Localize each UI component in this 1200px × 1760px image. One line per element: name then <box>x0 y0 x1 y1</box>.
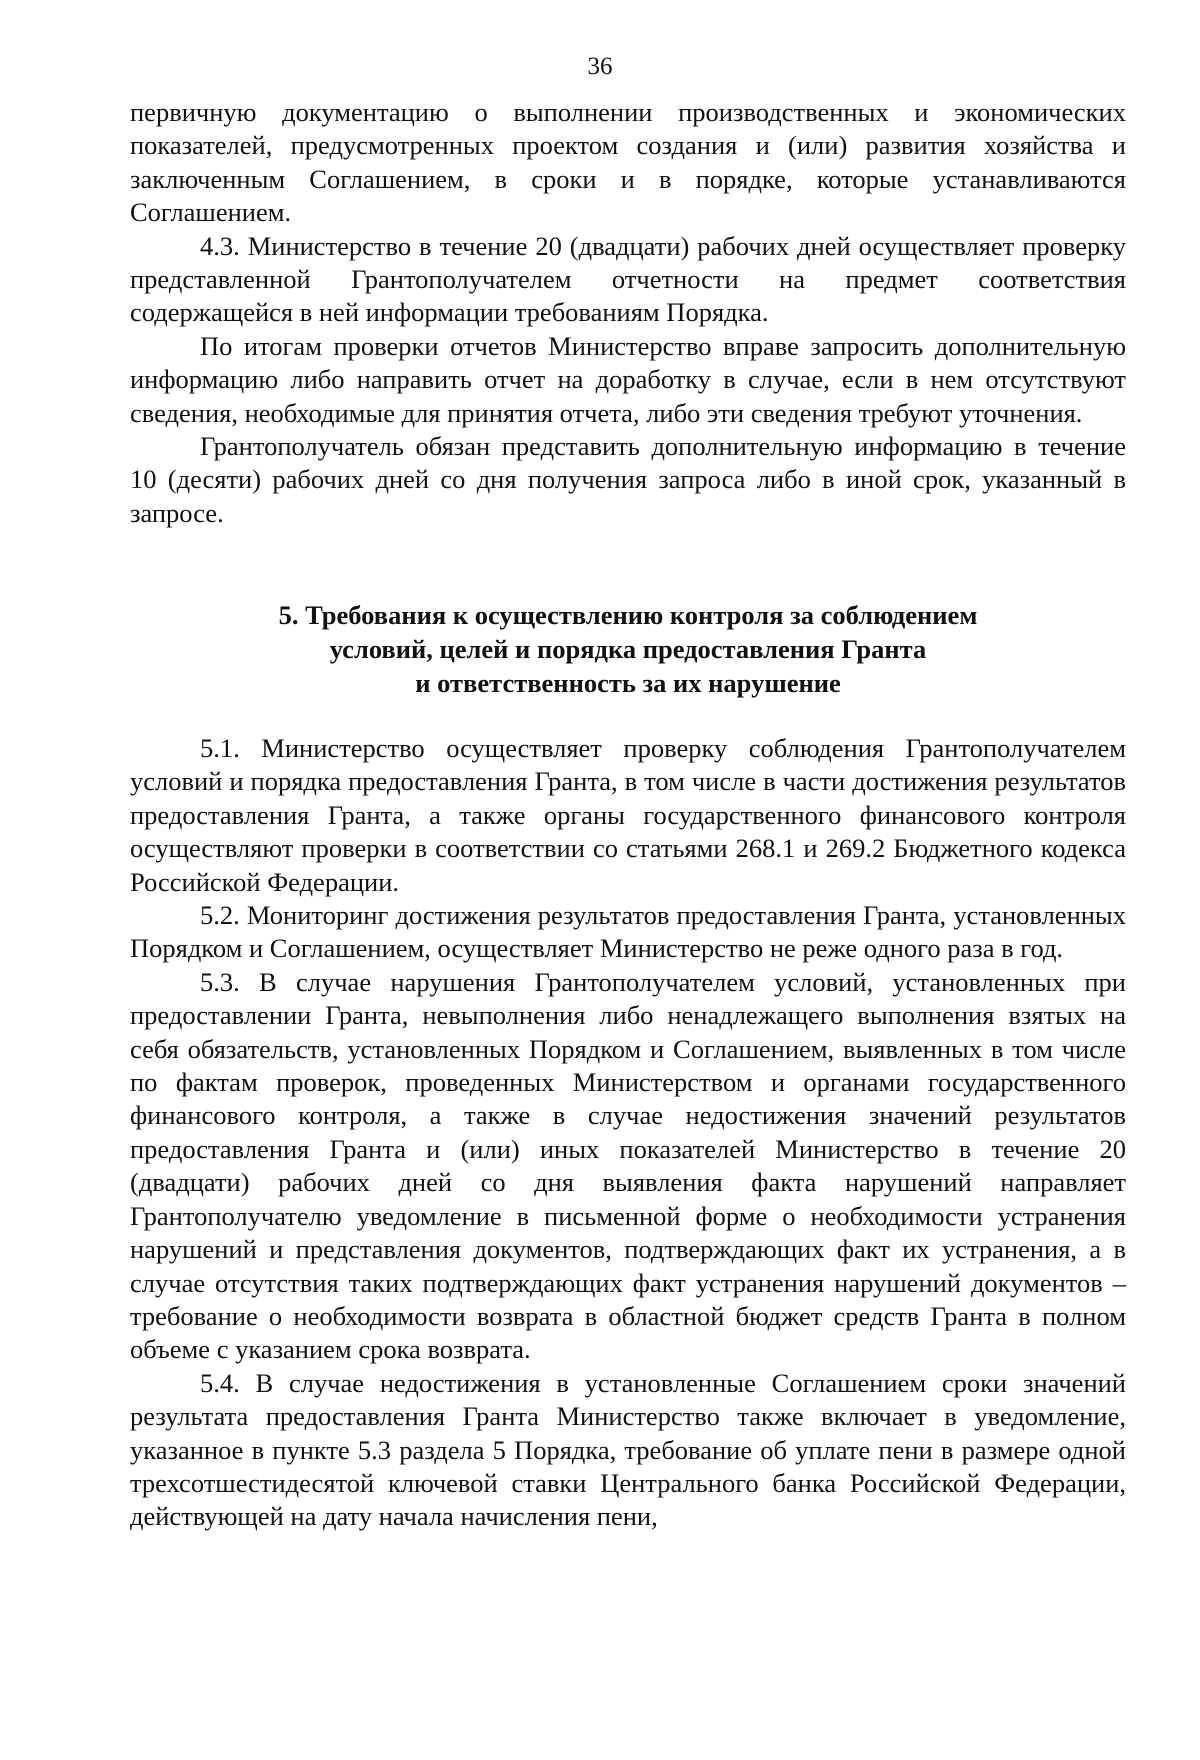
paragraph-5-1: 5.1. Министерство осуществляет проверку соблюдения Грантополучателем условий и порядка предоставления Гранта, в том числе в части достижения результатов предоставления Гранта, а также органы государственного финансового контроля осуществляют проверки в соответствии со статьями 268.1 и 269.2 Бюджетного кодекса Российской Федерации. <box>130 733 1126 897</box>
text-block-top <box>130 96 1126 530</box>
section-heading-line-2: условий, целей и порядка предоставления Гранта <box>329 634 927 664</box>
paragraph-continuation: первичную документацию о выполнении производственных и экономических показателей, предусмотренных проектом создания и (или) развития хозяйства и заключенным Соглашением, в сроки и в порядке, которые устанавливаются Соглашением. <box>130 97 1126 228</box>
paragraph-5-4: 5.4. В случае недостижения в установленные Соглашением сроки значений результата предоставления Гранта Министерство также включает в уведомление, указанное в пункте 5.3 раздела 5 Порядка, требование об уплате пени в размере одной трехсотшестидесятой ключевой ставки Центрального банка Российской Федерации, действующей на дату начала начисления пени, <box>130 1367 1126 1532</box>
paragraph-5-3: 5.3. В случае нарушения Грантополучателем условий, установленных при предоставлении Гранта, невыполнения либо ненадлежащего выполнения взятых на себя обязательств, установленных Порядком и Соглашением, выявленных в том числе по фактам проверок, проведенных Министерством и органами государственного финансового контроля, а также в случае недостижения значений результатов предоставления Гранта и (или) иных показателей Министерство в течение 20 (двадцати) рабочих дней со дня выявления факта нарушений направляет Грантополучателю уведомление в письменной форме о необходимости устранения нарушений и представления документов, подтверждающих факт их устранения, а в случае отсутствия таких подтверждающих факт устранения нарушений документов – требование о необходимости возврата в областной бюджет средств Гранта в полном объеме с указанием срока возврата. <box>130 966 1126 1365</box>
paragraph-review-results: По итогам проверки отчетов Министерство вправе запросить дополнительную информацию либо направить отчет на доработку в случае, если в нем отсутствуют сведения, необходимые для принятия отчета, либо эти сведения требуют уточнения. <box>130 330 1126 428</box>
section-heading-line-1: 5. Требования к осуществлению контроля за соблюдением <box>278 600 978 630</box>
paragraph-4-3: 4.3. Министерство в течение 20 (двадцати) рабочих дней осуществляет проверку представленной Грантополучателем отчетности на предмет соответствия содержащейся в ней информации требованиям Порядка. <box>130 230 1126 328</box>
section-heading-line-3: и ответственность за их нарушение <box>415 668 841 698</box>
paragraph-additional-info: Грантополучатель обязан представить дополнительную информацию в течение 10 (десяти) рабочих дней со дня получения запроса либо в иной срок, указанный в запросе. <box>130 431 1126 528</box>
page-number: 36 <box>587 53 613 80</box>
paragraph-5-2: 5.2. Мониторинг достижения результатов предоставления Гранта, установленных Порядком и Соглашением, осуществляет Министерство не реже одного раза в год. <box>130 900 1126 964</box>
section-heading <box>130 598 1126 700</box>
text-block-bottom <box>130 732 1126 1534</box>
